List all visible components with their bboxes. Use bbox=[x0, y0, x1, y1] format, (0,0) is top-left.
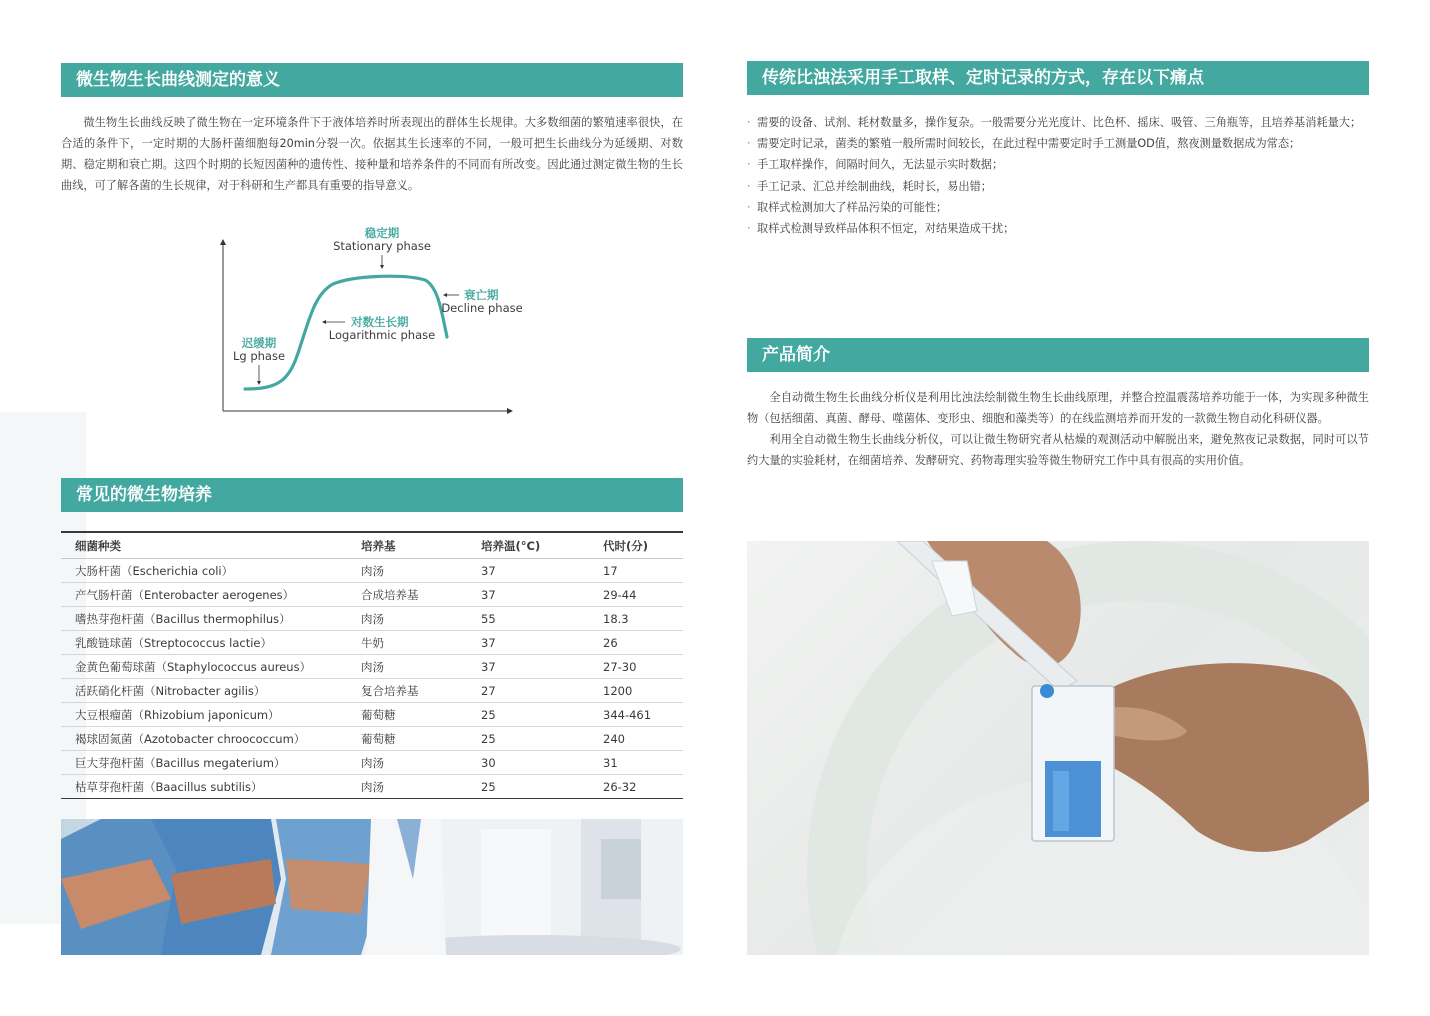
paragraph: 微生物生长曲线反映了微生物在一定环境条件下于液体培养时所表现出的群体生长规律。大多数细菌的繁殖速率很快，在合适的条件下，一定时期的大肠杆菌细胞每20min分裂一次。依据其生长速率的不同，一般可把生长曲线分为延缓期、对数期、稳定期和衰亡期。这四个时期的长短因菌种的遗传性、接种量和培养条件的不同而有所改变。因此通过测定微生物的生长曲线，可了解各菌的生长规律，对于科研和生产都具有重要的指导意义。 bbox=[61, 116, 683, 192]
table-row bbox=[61, 631, 683, 655]
list-item-text: 取样式检测导致样品体积不恒定，对结果造成干扰； bbox=[757, 222, 1015, 236]
section-header-meaning bbox=[61, 63, 683, 97]
table-row bbox=[61, 583, 683, 607]
list-item-text: 手工记录、汇总并绘制曲线，耗时长，易出错； bbox=[757, 179, 992, 193]
table-cell: 55 bbox=[481, 607, 603, 631]
table-cell: 240 bbox=[603, 727, 683, 751]
list-item bbox=[747, 218, 1369, 239]
table-cell: 肉汤 bbox=[361, 655, 481, 679]
table-cell: 30 bbox=[481, 751, 603, 775]
table-row bbox=[61, 679, 683, 703]
table-cell: 37 bbox=[481, 583, 603, 607]
column-header: 细菌种类 bbox=[61, 532, 361, 559]
list-item bbox=[747, 197, 1369, 218]
table-cell: 产气肠杆菌（Enterobacter aerogenes） bbox=[61, 583, 361, 607]
list-item-text: 需要定时记录，菌类的繁殖一般所需时间较长，在此过程中需要定时手工测量OD值，熬夜测量数据成为常态； bbox=[757, 137, 1301, 151]
section-title: 常见的微生物培养 bbox=[76, 485, 212, 505]
list-item-text: 需要的设备、试剂、耗材数量多，操作复杂。一般需要分光光度计、比色杯、摇床、吸管、三角瓶等，且培养基消耗量大； bbox=[757, 116, 1362, 129]
table-row bbox=[61, 607, 683, 631]
phase-label-en: Decline phase bbox=[441, 301, 523, 315]
product-description bbox=[747, 387, 1369, 471]
table-cell: 25 bbox=[481, 727, 603, 751]
list-item-text: 手工取样操作，间隔时间久，无法显示实时数据； bbox=[757, 158, 1004, 172]
table-cell: 肉汤 bbox=[361, 559, 481, 583]
table-cell: 27 bbox=[481, 679, 603, 703]
column-header: 培养基 bbox=[361, 532, 481, 559]
column-header: 代时(分) bbox=[603, 532, 683, 559]
table-cell: 肉汤 bbox=[361, 607, 481, 631]
list-item-text: 取样式检测加大了样品污染的可能性； bbox=[757, 200, 948, 214]
table-cell: 活跃硝化杆菌（Nitrobacter agilis） bbox=[61, 679, 361, 703]
growth-curve-diagram bbox=[205, 222, 535, 422]
paragraph: 利用全自动微生物生长曲线分析仪，可以让微生物研究者从枯燥的观测活动中解脱出来，避免熬夜记录数据，同时可以节约大量的实验耗材，在细菌培养、发酵研究、药物毒理实验等微生物研究工作中具有很高的实用价值。 bbox=[747, 433, 1369, 467]
table-cell: 1200 bbox=[603, 679, 683, 703]
table-cell: 肉汤 bbox=[361, 775, 481, 799]
bullet-dot: · bbox=[747, 158, 751, 172]
table-cell: 大豆根瘤菌（Rhizobium japonicum） bbox=[61, 703, 361, 727]
table-row bbox=[61, 559, 683, 583]
table-row bbox=[61, 655, 683, 679]
bullet-dot: · bbox=[747, 116, 751, 129]
pain-points-list bbox=[747, 112, 1369, 239]
table-cell: 26 bbox=[603, 631, 683, 655]
table-cell: 17 bbox=[603, 559, 683, 583]
table-cell: 枯草芽孢杆菌（Baacillus subtilis） bbox=[61, 775, 361, 799]
table-header-row bbox=[61, 532, 683, 559]
table-cell: 复合培养基 bbox=[361, 679, 481, 703]
table-cell: 褐球固氮菌（Azotobacter chroococcum） bbox=[61, 727, 361, 751]
bullet-dot: · bbox=[747, 179, 751, 193]
table-cell: 27-30 bbox=[603, 655, 683, 679]
hospital-staff-illustration bbox=[61, 819, 683, 955]
table-cell: 37 bbox=[481, 559, 603, 583]
phase-label-cn: 对数生长期 bbox=[351, 315, 409, 329]
table-cell: 37 bbox=[481, 631, 603, 655]
hospital-staff-photo bbox=[61, 819, 683, 955]
phase-label-cn: 衰亡期 bbox=[464, 288, 499, 302]
section-title: 微生物生长曲线测定的意义 bbox=[76, 70, 280, 90]
bullet-dot: · bbox=[747, 137, 751, 151]
table-cell: 18.3 bbox=[603, 607, 683, 631]
list-item bbox=[747, 154, 1369, 175]
list-item bbox=[747, 133, 1369, 154]
phase-label-en: Lg phase bbox=[232, 349, 286, 363]
table-cell: 344-461 bbox=[603, 703, 683, 727]
cuvette-lab-illustration bbox=[747, 541, 1369, 955]
table-cell: 37 bbox=[481, 655, 603, 679]
section-header-product bbox=[747, 338, 1369, 372]
table-cell: 25 bbox=[481, 703, 603, 727]
table-cell: 金黄色葡萄球菌（Staphylococcus aureus） bbox=[61, 655, 361, 679]
bullet-dot: · bbox=[747, 222, 751, 236]
table-cell: 葡萄糖 bbox=[361, 727, 481, 751]
meaning-paragraph bbox=[61, 112, 683, 196]
phase-label-cn: 迟缓期 bbox=[241, 336, 277, 350]
table-cell: 26-32 bbox=[603, 775, 683, 799]
table-row bbox=[61, 703, 683, 727]
table-cell: 肉汤 bbox=[361, 751, 481, 775]
section-header-culture bbox=[61, 478, 683, 512]
paragraph: 全自动微生物生长曲线分析仪是利用比浊法绘制微生物生长曲线原理，并整合控温震荡培养功能于一体，为实现多种微生物（包括细菌、真菌、酵母、噬菌体、变形虫、细胞和藻类等）的在线监测培养而开发的一款微生物自动化科研仪器。 bbox=[747, 391, 1369, 425]
section-title: 传统比浊法采用手工取样、定时记录的方式，存在以下痛点 bbox=[762, 68, 1204, 88]
section-title: 产品简介 bbox=[762, 345, 830, 365]
table-cell: 乳酸链球菌（Streptococcus lactie） bbox=[61, 631, 361, 655]
table-cell: 大肠杆菌（Escherichia coli） bbox=[61, 559, 361, 583]
table-cell: 29-44 bbox=[603, 583, 683, 607]
table-row bbox=[61, 727, 683, 751]
table-cell: 合成培养基 bbox=[361, 583, 481, 607]
table-row bbox=[61, 775, 683, 799]
table-cell: 25 bbox=[481, 775, 603, 799]
table-row bbox=[61, 751, 683, 775]
table-cell: 巨大芽孢杆菌（Bacillus megaterium） bbox=[61, 751, 361, 775]
phase-label-en: Logarithmic phase bbox=[328, 328, 436, 342]
list-item bbox=[747, 112, 1369, 133]
table-cell: 牛奶 bbox=[361, 631, 481, 655]
column-header: 培养温(°C) bbox=[481, 532, 603, 559]
table-cell: 葡萄糖 bbox=[361, 703, 481, 727]
bullet-dot: · bbox=[747, 200, 751, 214]
table-cell: 嗜热芽孢杆菌（Bacillus thermophilus） bbox=[61, 607, 361, 631]
phase-label-cn: 稳定期 bbox=[364, 226, 400, 240]
culture-table bbox=[61, 531, 683, 799]
section-header-pain-points bbox=[747, 61, 1369, 95]
phase-label-en: Stationary phase bbox=[333, 239, 431, 253]
cuvette-lab-photo bbox=[747, 541, 1369, 955]
table-cell: 31 bbox=[603, 751, 683, 775]
list-item bbox=[747, 176, 1369, 197]
